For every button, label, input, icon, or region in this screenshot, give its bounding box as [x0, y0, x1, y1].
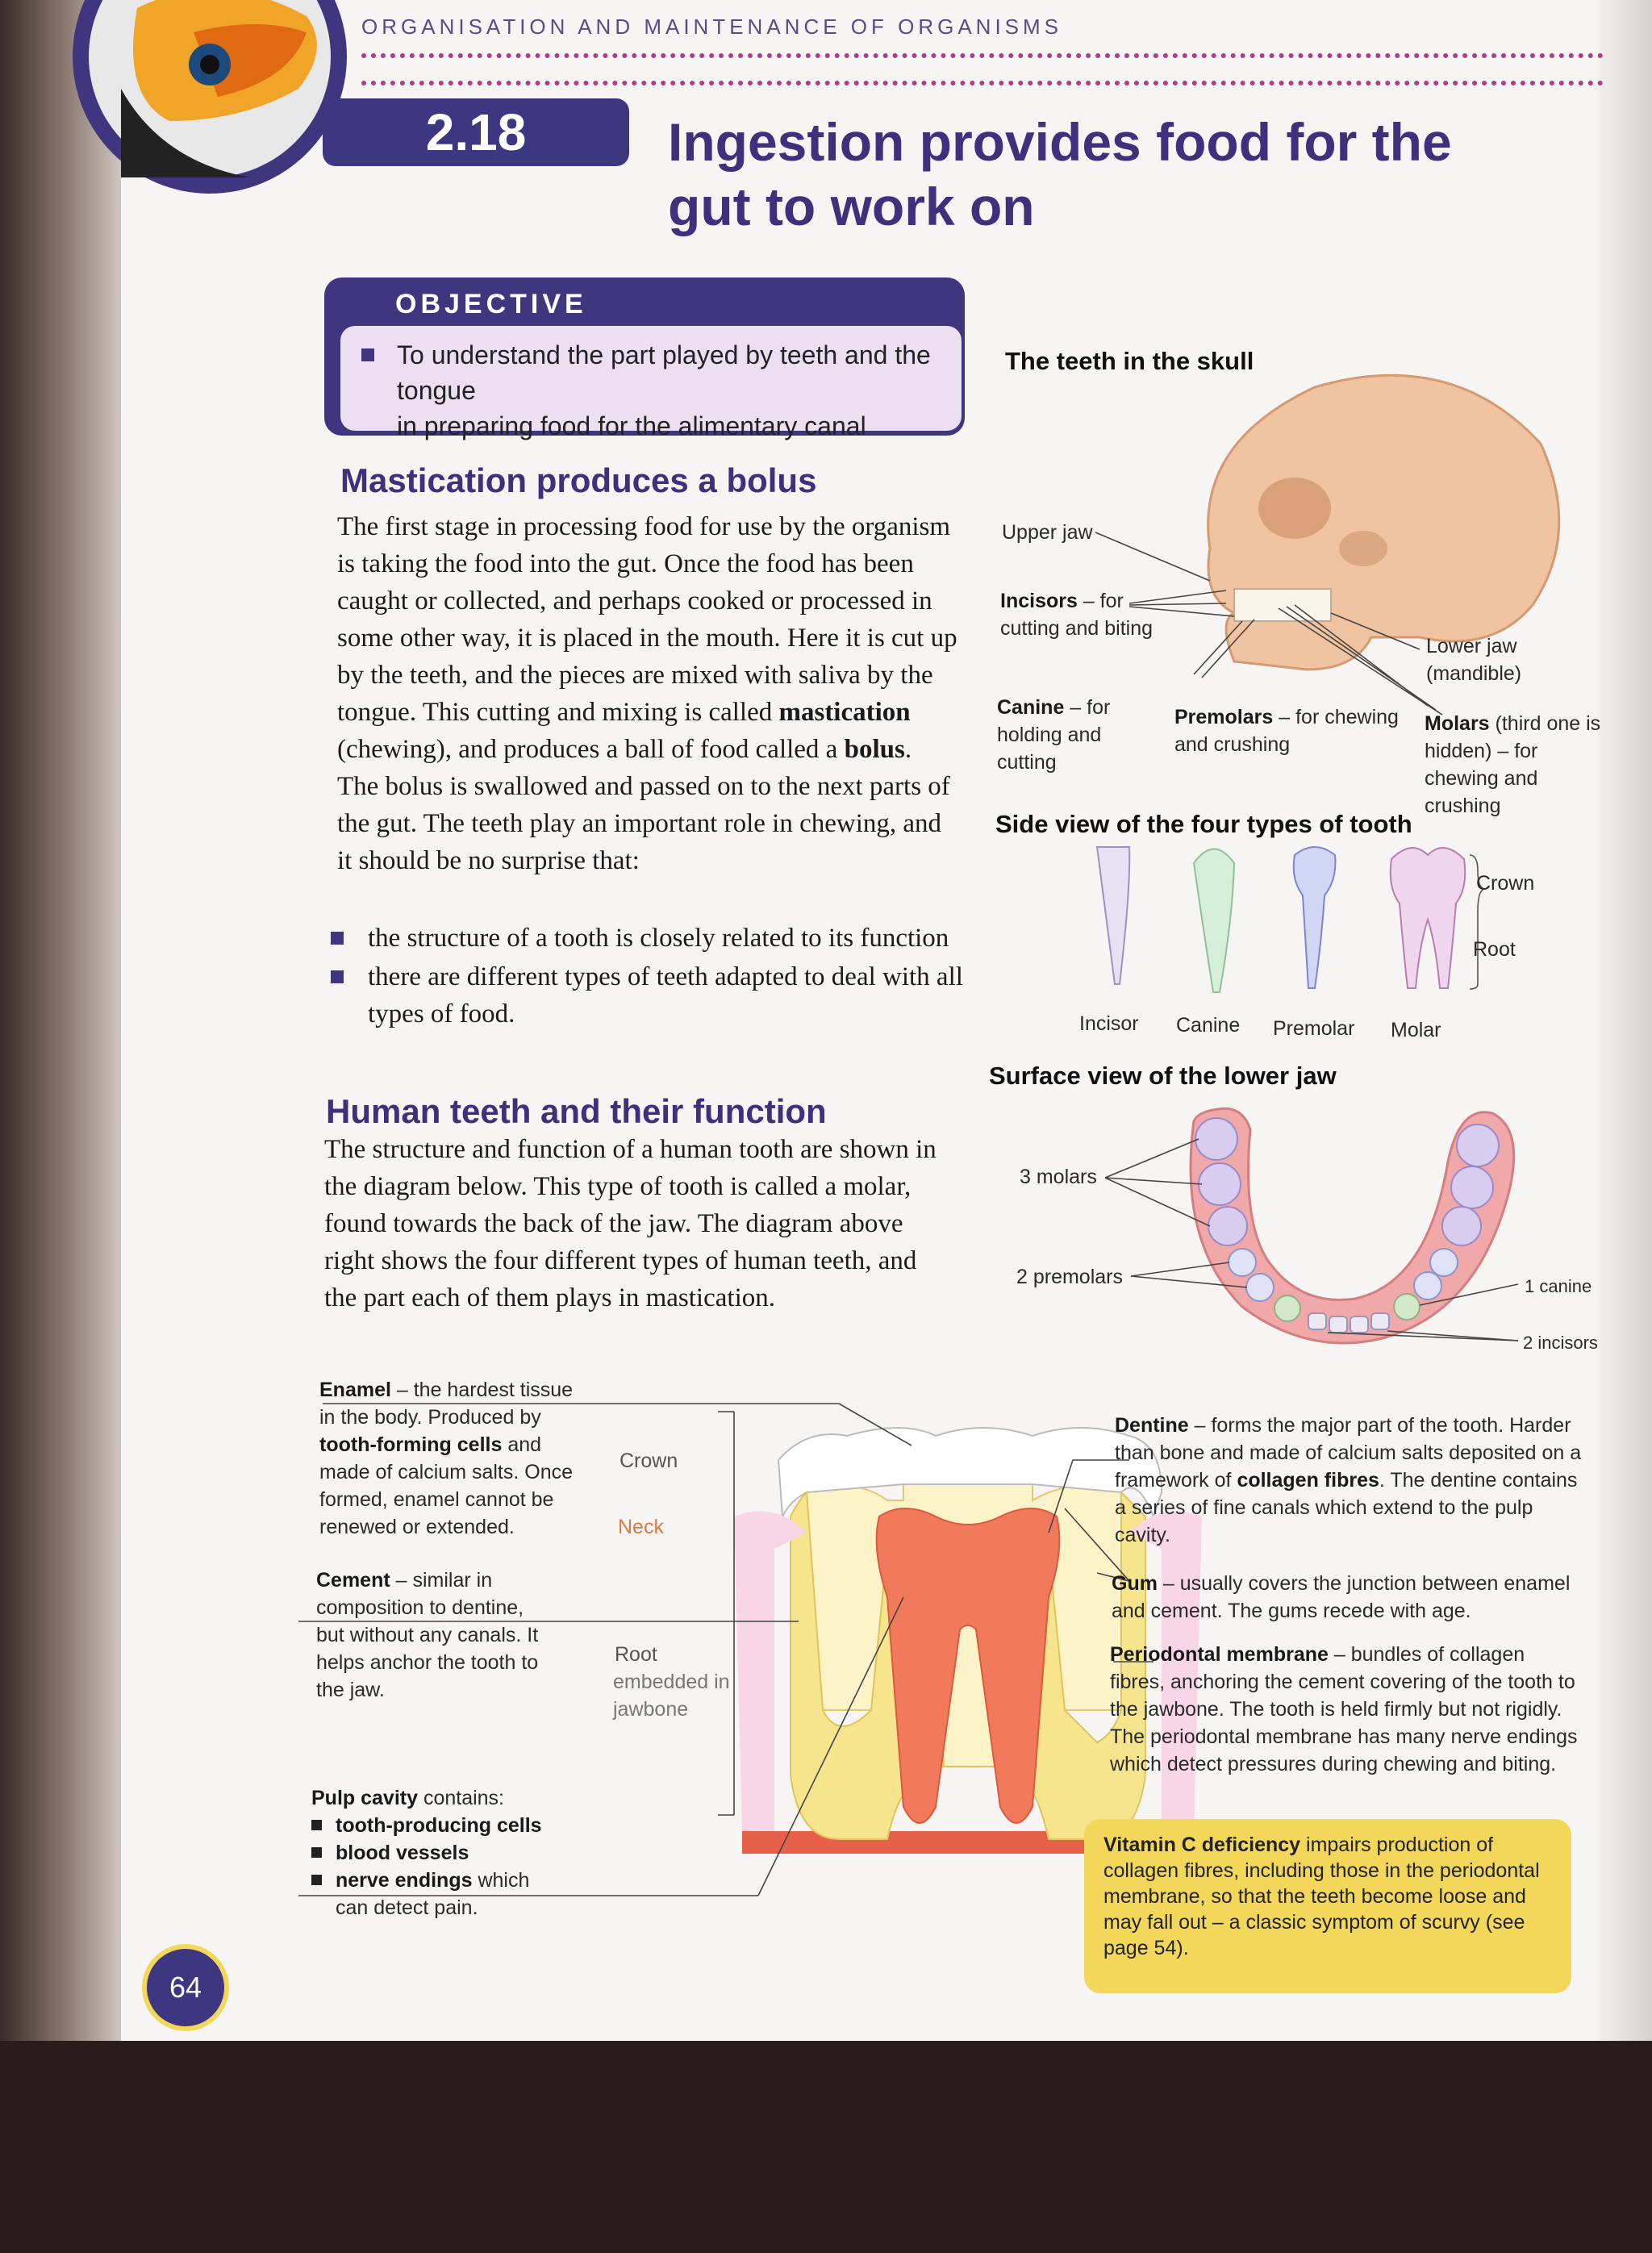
title-line-1: Ingestion provides food for the [668, 112, 1452, 172]
canine-term: Canine [997, 696, 1065, 719]
vitamin-c-desc: impairs production of collagen fibres, including those in the periodontal membrane, so that the teeth become loose and may fall out – a classic symptom of scurvy (see page 54). [1103, 1834, 1540, 1959]
pulp-term: Pulp cavity [311, 1787, 418, 1809]
bullet-text-1: the structure of a tooth is closely related to its function [368, 924, 949, 953]
pulp-label [311, 1784, 569, 1921]
molar-right-3 [1442, 1207, 1481, 1245]
square-bullet-icon [311, 1820, 322, 1830]
pulp-desc: contains: [418, 1787, 505, 1809]
enamel-desc-2: and made of calcium salts. Once formed, enamel cannot be renewed or extended. [319, 1433, 574, 1538]
mastication-paragraph [337, 508, 958, 879]
page-number: 64 [142, 1944, 229, 2031]
premolar-right-1 [1430, 1249, 1458, 1276]
square-bullet-icon [311, 1875, 322, 1885]
square-bullet-icon [331, 932, 344, 945]
premolars-term: Premolars [1174, 706, 1274, 728]
enamel-term: Enamel [319, 1379, 391, 1401]
bullet-text-2: there are different types of teeth adapted to deal with all types of food. [368, 962, 963, 1028]
premolar-left-2 [1246, 1274, 1274, 1301]
molar-right-2 [1451, 1166, 1493, 1208]
premolar-right-2 [1414, 1272, 1441, 1300]
label-canine-side: Canine [1176, 1014, 1241, 1037]
chapter-title: ORGANISATION AND MAINTENANCE OF ORGANISMS [361, 15, 1063, 39]
incisor-4 [1371, 1313, 1389, 1329]
list-item [331, 920, 968, 957]
human-teeth-heading: Human teeth and their function [326, 1092, 827, 1130]
label-premolar: Premolar [1273, 1017, 1355, 1040]
periodontal-desc: – bundles of collagen fibres, anchoring the cement covering of the tooth to the jawbone. The tooth is held firmly but not rigidly. The periodontal membrane has many nerve endings which detect pressures during chewing and biting. [1110, 1643, 1578, 1775]
molars-term: Molars [1425, 712, 1490, 735]
bolus-term: bolus [844, 735, 905, 764]
pulp-item-1: tooth-producing cells [336, 1814, 542, 1837]
molar-left-2 [1199, 1163, 1241, 1205]
mastication-text-a: The first stage in processing food for use by the organism is taking the food into the gut. Once the food has been caught or collected, and perhaps cooked or processed in some other way, it is placed in the mouth. Here it is cut up by the teeth, and the pieces are mixed with saliva by the tongue. This cutting and mixing is called [337, 512, 957, 727]
dentine-label [1115, 1412, 1583, 1549]
objective-label: OBJECTIVE [395, 289, 587, 319]
mastication-bullets [331, 920, 968, 1033]
label-lower-jaw: Lower jaw (mandible) [1426, 635, 1522, 685]
enamel-desc: – the hardest tissue in the body. Produced by [319, 1379, 574, 1429]
square-bullet-icon [331, 970, 344, 983]
incisor-1 [1308, 1313, 1326, 1329]
crown-label: Crown [620, 1450, 678, 1472]
pulp-item-2: blood vessels [336, 1842, 469, 1864]
incisor-2 [1329, 1316, 1347, 1333]
human-teeth-paragraph: The structure and function of a human tooth are shown in the diagram below. This type of tooth is called a molar, found towards the back of the jaw. The diagram above right shows the four different types of human teeth, and the part each of them plays in mastication. [324, 1135, 937, 1312]
label-upper-jaw: Upper jaw [1002, 521, 1093, 544]
objective-text [340, 326, 962, 440]
molar-tooth [1391, 848, 1466, 988]
pulp-tail: which can detect pain. [336, 1869, 530, 1919]
square-bullet-icon [361, 348, 374, 361]
list-item [311, 1812, 569, 1839]
dentine-desc: – forms the major part of the tooth. Harder than bone and made of calcium salts deposited on a framework of [1115, 1414, 1582, 1492]
label-premolars [1174, 703, 1416, 758]
pulp-heading [311, 1784, 569, 1812]
incisors-term: Incisors [1000, 590, 1078, 612]
canine-right [1394, 1294, 1420, 1320]
periodontal-term: Periodontal membrane [1110, 1643, 1329, 1666]
list-item [331, 958, 968, 1033]
canine-desc: – for holding and cutting [997, 696, 1111, 774]
molar-right-1 [1457, 1124, 1499, 1166]
vitamin-c-term: Vitamin C deficiency [1103, 1834, 1301, 1856]
side-view-heading: Side view of the four types of tooth [995, 810, 1412, 838]
label-incisors [1000, 587, 1178, 642]
label-3-molars: 3 molars [1020, 1166, 1097, 1188]
label-canine [997, 694, 1134, 776]
dotted-divider [361, 53, 1604, 58]
label-1-canine: 1 canine [1525, 1276, 1592, 1296]
list-item [311, 1867, 545, 1921]
premolars-desc: – for chewing and crushing [1174, 706, 1399, 756]
tooth-forming-cells-term: tooth-forming cells [319, 1433, 503, 1456]
molars-desc: (third one is hidden) – for chewing and crushing [1425, 712, 1601, 817]
scan-background [0, 2041, 1652, 2253]
label-molars [1425, 710, 1610, 820]
label-molar: Molar [1391, 1019, 1441, 1041]
root-label: Root [615, 1643, 657, 1666]
toucan-logo-icon [121, 0, 355, 194]
lower-jaw-illustration [1008, 1097, 1605, 1371]
mastication-heading: Mastication produces a bolus [340, 461, 817, 499]
surface-view-heading: Surface view of the lower jaw [989, 1062, 1337, 1090]
label-crown-side: Crown [1476, 872, 1535, 895]
dotted-divider-lower [361, 81, 1604, 86]
premolar-left-1 [1229, 1249, 1256, 1276]
neck-label: Neck [618, 1516, 664, 1538]
gum-desc: – usually covers the junction between enamel and cement. The gums recede with age. [1112, 1572, 1571, 1622]
label-incisor: Incisor [1079, 1012, 1139, 1035]
canine-left [1274, 1295, 1300, 1321]
gum-label [1112, 1570, 1579, 1625]
four-teeth-illustration [1073, 839, 1492, 1000]
cement-term: Cement [316, 1569, 390, 1592]
dentine-desc-2: . The dentine contains a series of fine canals which extend to the pulp cavity. [1115, 1469, 1578, 1546]
cement-desc: – similar in composition to dentine, but without any canals. It helps anchor the tooth to the jaw. [316, 1569, 539, 1701]
label-2-premolars: 2 premolars [1016, 1266, 1123, 1288]
incisor-tooth [1097, 847, 1129, 984]
square-bullet-icon [311, 1847, 322, 1858]
page-title [668, 110, 1555, 239]
enamel-label [319, 1376, 578, 1541]
mastication-text-b: (chewing), and produces a ball of food called a [337, 735, 838, 764]
canine-tooth [1194, 849, 1234, 993]
root-sub-label: embedded in jawbone [613, 1671, 730, 1721]
skull-figure-heading: The teeth in the skull [1005, 347, 1254, 375]
collagen-term: collagen fibres [1237, 1469, 1379, 1492]
label-root-side: Root [1473, 938, 1516, 961]
gum-term: Gum [1112, 1572, 1158, 1595]
label-2-incisors: 2 incisors [1523, 1333, 1598, 1353]
title-line-2: gut to work on [668, 177, 1035, 236]
pulp-item-3: nerve endings [336, 1869, 473, 1892]
incisor-3 [1350, 1316, 1368, 1333]
periodontal-label [1110, 1641, 1578, 1778]
premolar-tooth [1294, 847, 1336, 988]
objective-line-2: in preparing food for the alimentary canal [397, 411, 866, 440]
vitamin-c-box [1084, 1819, 1571, 1993]
mastication-term: mastication [778, 698, 911, 727]
book-spine-edge [0, 0, 121, 2041]
incisors-desc: – for cutting and biting [1000, 590, 1153, 640]
cement-label [316, 1567, 550, 1704]
objective-line-1: To understand the part played by teeth and the tongue [397, 340, 931, 405]
molar-left-3 [1208, 1207, 1247, 1245]
list-item [311, 1839, 569, 1867]
dentine-term: Dentine [1115, 1414, 1189, 1437]
section-number: 2.18 [323, 98, 629, 166]
mastication-text-c: . The bolus is swallowed and passed on to the next parts of the gut. The teeth play an important role in chewing, and it should be no surprise that: [337, 735, 950, 875]
molar-left-1 [1195, 1118, 1237, 1160]
